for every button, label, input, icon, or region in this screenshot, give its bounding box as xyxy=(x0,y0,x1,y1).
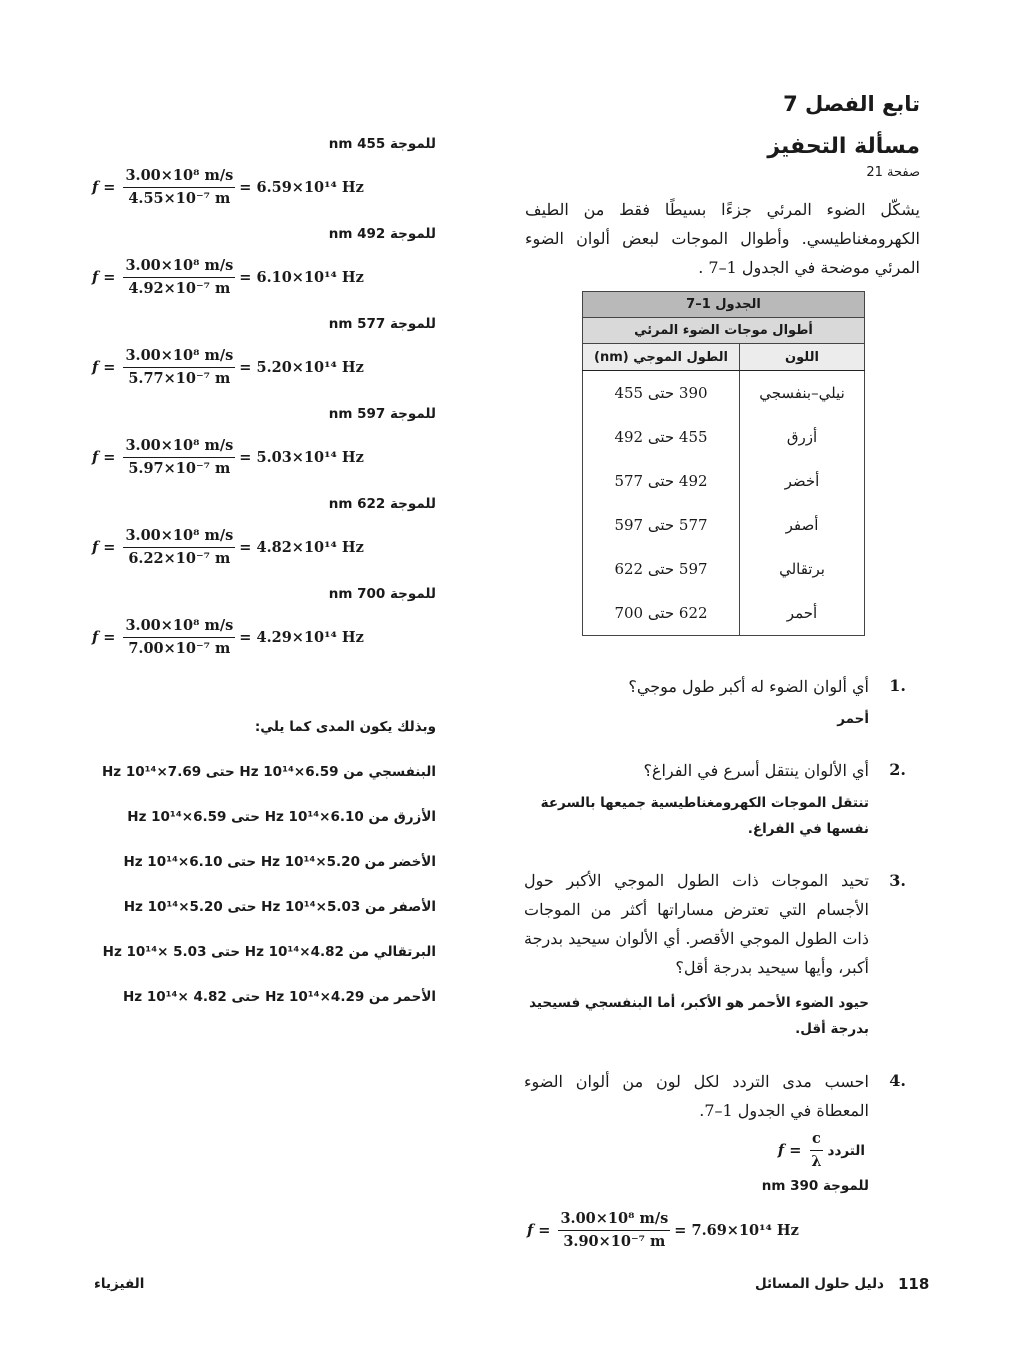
c-over-lambda-fraction xyxy=(809,1130,823,1171)
frequency-formula xyxy=(778,1130,869,1171)
range-line: الأزرق من 6.10×10¹⁴ Hz حتى 6.59×10¹⁴ Hz xyxy=(127,809,436,825)
table-row xyxy=(583,415,865,459)
formula-denominator: 5.77×10⁻⁷ m xyxy=(128,370,231,387)
range-line: الأحمر من 4.29×10¹⁴ Hz حتى 4.82 ×10¹⁴ Hz xyxy=(123,989,436,1005)
formula-fraction xyxy=(558,1210,670,1251)
wave-label: للموجة 597 nm xyxy=(328,406,436,422)
formula-numerator: 3.00×10⁸ m/s xyxy=(123,437,235,458)
wave-label-390: للموجة 390 nm xyxy=(761,1178,869,1194)
formula-variable: f = xyxy=(92,629,116,646)
formula-denominator: 7.00×10⁻⁷ m xyxy=(128,640,231,657)
table-cell-color: أصفر xyxy=(740,503,865,547)
formula-fraction xyxy=(123,527,235,568)
formula-numerator: 3.00×10⁸ m/s xyxy=(123,527,235,548)
formula-variable: f = xyxy=(92,269,116,286)
formula-fraction xyxy=(123,257,235,298)
formula-numerator: 3.00×10⁸ m/s xyxy=(558,1210,670,1231)
table-cell-range: 390 حتى 455 xyxy=(583,371,740,416)
calc-row xyxy=(92,437,364,478)
calc-row xyxy=(92,257,364,298)
wave-label: للموجة 455 nm xyxy=(328,136,436,152)
formula-result: = 6.59×10¹⁴ Hz xyxy=(239,179,364,196)
table-title: الجدول 1–7 xyxy=(583,292,865,318)
question-number: 1. xyxy=(889,676,906,695)
calc-row xyxy=(92,617,364,658)
calc-row xyxy=(92,527,364,568)
table-cell-range: 492 حتى 577 xyxy=(583,459,740,503)
range-line: الأخضر من 5.20×10¹⁴ Hz حتى 6.10×10¹⁴ Hz xyxy=(123,854,436,870)
formula-denominator: 3.90×10⁻⁷ m xyxy=(563,1233,666,1250)
formula-variable: f = xyxy=(777,1142,802,1159)
range-line: البنفسجي من 6.59×10¹⁴ Hz حتى 7.69×10¹⁴ Hz xyxy=(102,764,436,780)
question-answer: أحمر xyxy=(837,711,869,727)
question-text: تحيد الموجات ذات الطول الموجي الأكبر حول الأجسام التي تعترض مساراتها أكثر من الموجات ذات الطول الموجي الأقصر. أي الألوان سيحيد بدرجة أكبر، وأيها سيحيد بدرجة أقل؟ xyxy=(524,871,869,977)
intro-paragraph: يشكّل الضوء المرئي جزءًا بسيطًا فقط من الطيف الكهرومغناطيسي. وأطوال الموجات لبعض ألوان الضوء المرئي موضحة في الجدول 1–7 . xyxy=(525,200,920,277)
table-cell-color: أخضر xyxy=(740,459,865,503)
range-line: الأصفر من 5.03×10¹⁴ Hz حتى 5.20×10¹⁴ Hz xyxy=(123,899,436,915)
range-line: البرتقالي من 4.82×10¹⁴ Hz حتى 5.03 ×10¹⁴ Hz xyxy=(102,944,436,960)
question-text: أي الألوان ينتقل أسرع في الفراغ؟ xyxy=(643,761,869,780)
table-header-wavelength: الطول الموجي (nm) xyxy=(583,344,740,371)
table-cell-range: 597 حتى 622 xyxy=(583,547,740,591)
formula-denominator: 6.22×10⁻⁷ m xyxy=(128,550,231,567)
table-row xyxy=(583,459,865,503)
wave-label: للموجة 700 nm xyxy=(328,586,436,602)
question-answer: حيود الضوء الأحمر هو الأكبر، أما البنفسجي فسيحيد بدرجة أقل. xyxy=(529,995,869,1037)
calc-row xyxy=(92,167,364,208)
question-answer: تنتقل الموجات الكهرومغناطيسية جميعها بالسرعة نفسها في الفراغ. xyxy=(540,795,869,837)
table-header-color: اللون xyxy=(740,344,865,371)
section-title: مسألة التحفيز xyxy=(767,134,920,159)
table-row xyxy=(583,591,865,636)
subject-title: الفيزياء xyxy=(94,1276,145,1292)
formula-fraction xyxy=(123,347,235,388)
page-number: 118 xyxy=(898,1275,930,1293)
ranges-intro: وبذلك يكون المدى كما يلي: xyxy=(254,719,436,735)
question-text: احسب مدى التردد لكل لون من ألوان الضوء المعطاة في الجدول 1–7. xyxy=(524,1072,869,1120)
formula-numerator: c xyxy=(810,1130,823,1151)
wave-label: للموجة 622 nm xyxy=(328,496,436,512)
formula-numerator: 3.00×10⁸ m/s xyxy=(123,167,235,188)
formula-numerator: 3.00×10⁸ m/s xyxy=(123,257,235,278)
formula-denominator: 4.92×10⁻⁷ m xyxy=(128,280,231,297)
formula-variable: f = xyxy=(92,539,116,556)
question-number: 2. xyxy=(889,760,906,779)
formula-fraction xyxy=(123,167,235,208)
table-cell-color: أزرق xyxy=(740,415,865,459)
table-row xyxy=(583,503,865,547)
formula-fraction xyxy=(123,617,235,658)
formula-result: = 5.20×10¹⁴ Hz xyxy=(239,359,364,376)
calc-390 xyxy=(527,1210,799,1251)
question-number: 3. xyxy=(889,871,906,890)
table-cell-range: 622 حتى 700 xyxy=(583,591,740,636)
wave-label: للموجة 492 nm xyxy=(328,226,436,242)
formula-fraction xyxy=(123,437,235,478)
formula-denominator: λ xyxy=(811,1153,822,1170)
formula-variable: f = xyxy=(527,1222,551,1239)
formula-result: = 7.69×10¹⁴ Hz xyxy=(674,1222,799,1239)
formula-denominator: 5.97×10⁻⁷ m xyxy=(128,460,231,477)
wave-label: للموجة 577 nm xyxy=(328,316,436,332)
table-subtitle: أطوال موجات الضوء المرئي xyxy=(583,318,865,344)
calc-row xyxy=(92,347,364,388)
formula-variable: f = xyxy=(92,449,116,466)
chapter-title: تابع الفصل 7 xyxy=(783,92,920,116)
question-number: 4. xyxy=(889,1071,906,1090)
formula-variable: f = xyxy=(92,359,116,376)
wavelength-table xyxy=(582,291,865,636)
frequency-label: التردد xyxy=(827,1142,865,1159)
formula-result: = 5.03×10¹⁴ Hz xyxy=(239,449,364,466)
table-row xyxy=(583,371,865,416)
table-cell-color: برتقالي xyxy=(740,547,865,591)
table-cell-range: 577 حتى 597 xyxy=(583,503,740,547)
formula-numerator: 3.00×10⁸ m/s xyxy=(123,347,235,368)
table-cell-color: أحمر xyxy=(740,591,865,636)
page-reference: صفحة 21 xyxy=(866,165,920,180)
formula-numerator: 3.00×10⁸ m/s xyxy=(123,617,235,638)
table-row xyxy=(583,547,865,591)
formula-result: = 4.82×10¹⁴ Hz xyxy=(239,539,364,556)
formula-variable: f = xyxy=(92,179,116,196)
question-text: أي ألوان الضوء له أكبر طول موجي؟ xyxy=(628,677,869,696)
formula-result: = 4.29×10¹⁴ Hz xyxy=(239,629,364,646)
formula-denominator: 4.55×10⁻⁷ m xyxy=(128,190,231,207)
table-cell-range: 455 حتى 492 xyxy=(583,415,740,459)
formula-result: = 6.10×10¹⁴ Hz xyxy=(239,269,364,286)
book-title: دليل حلول المسائل xyxy=(754,1276,884,1292)
table-cell-color: نيلي–بنفسجي xyxy=(740,371,865,416)
